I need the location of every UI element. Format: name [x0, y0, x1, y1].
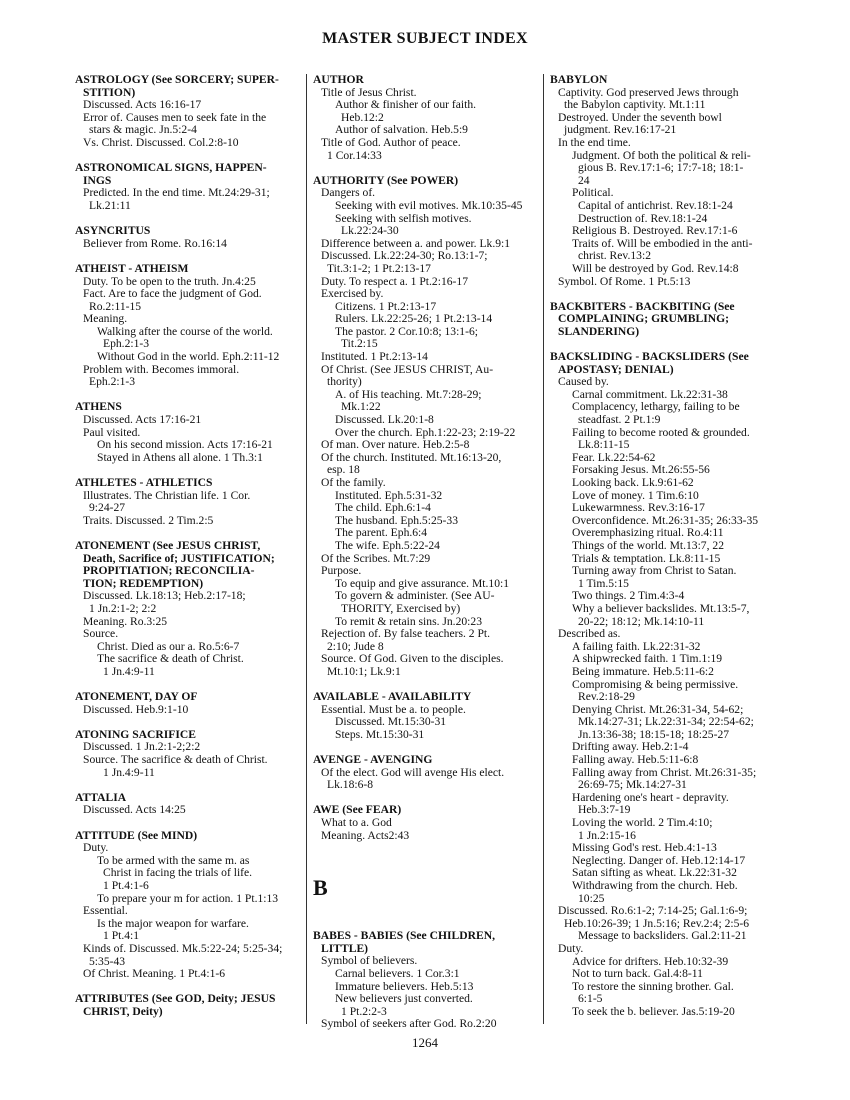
index-subentry: Tit.3:1-2; 1 Pt.2:13-17 [327, 261, 431, 275]
page-number: 1264 [412, 1035, 438, 1050]
index-heading: AWE (See FEAR) [313, 803, 402, 817]
index-subentry: Fact. Are to face the judgment of God. [83, 287, 262, 301]
index-subentry: Will be destroyed by God. Rev.14:8 [572, 261, 739, 275]
index-subentry: Heb.3:7-19 [578, 803, 631, 817]
index-subentry: To equip and give assurance. Mt.10:1 [335, 576, 510, 590]
index-subentry: Of the church. Instituted. Mt.16:13-20, [321, 450, 502, 464]
index-subentry: Vs. Christ. Discussed. Col.2:8-10 [83, 135, 239, 149]
index-subentry: Why a believer backslides. Mt.13:5-7, [572, 601, 750, 615]
index-subentry: gious B. Rev.17:1-6; 17:7-18; 18:1- [578, 161, 744, 175]
index-subentry: Meaning. [83, 312, 128, 326]
index-subentry: Is the major weapon for warfare. [97, 916, 249, 930]
index-subentry: Destroyed. Under the seventh bowl [558, 110, 722, 124]
index-subentry: Kinds of. Discussed. Mk.5:22-24; 5:25-34; [83, 941, 283, 955]
index-heading-cont: COMPLAINING; GRUMBLING; [558, 312, 730, 326]
index-subentry: 1 Cor.14:33 [327, 148, 382, 162]
index-subentry: Error of. Causes men to seek fate in the [83, 110, 267, 124]
index-subentry: A. of His teaching. Mt.7:28-29; [335, 387, 482, 401]
index-heading: AVAILABLE - AVAILABILITY [313, 690, 472, 704]
index-subentry: Heb.12:2 [341, 110, 384, 124]
index-subentry: Traits of. Will be embodied in the anti- [572, 236, 753, 250]
index-subentry: Trials & temptation. Lk.8:11-15 [572, 551, 721, 565]
index-subentry: christ. Rev.13:2 [578, 249, 651, 263]
index-column-1 [75, 74, 300, 1019]
index-heading: ATONEMENT, DAY OF [75, 690, 198, 704]
index-subentry: Caused by. [558, 375, 609, 389]
index-subentry: Source. The sacrifice & death of Christ. [83, 753, 268, 767]
index-subentry: To prepare your m for action. 1 Pt.1:13 [97, 891, 279, 905]
index-subentry: In the end time. [558, 135, 631, 149]
index-subentry: Mk.1:22 [341, 400, 381, 414]
index-subentry: Purpose. [321, 564, 362, 578]
index-subentry: The parent. Eph.6:4 [335, 526, 428, 540]
index-heading: ASTROLOGY (See SORCERY; SUPER- [75, 73, 279, 86]
index-subentry: Rev.2:18-29 [578, 690, 635, 704]
index-subentry: Being immature. Heb.5:11-6:2 [572, 664, 714, 678]
index-subentry: Believer from Rome. Ro.16:14 [83, 236, 227, 250]
index-subentry: Author & finisher of our faith. [335, 98, 477, 112]
index-heading: BABES - BABIES (See CHILDREN, [313, 929, 495, 943]
index-subentry: Christ in facing the trials of life. [103, 866, 253, 880]
index-subentry: Missing God's rest. Heb.4:1-13 [572, 841, 717, 855]
index-subentry: Discussed. Ro.6:1-2; 7:14-25; Gal.1:6-9; [558, 904, 748, 918]
index-subentry: A failing faith. Lk.22:31-32 [572, 639, 701, 653]
index-subentry: Satan sifting as wheat. Lk.22:31-32 [572, 866, 737, 880]
index-heading-cont: INGS [83, 173, 112, 187]
index-subentry: Problem with. Becomes immoral. [83, 362, 240, 376]
index-subentry: Walking after the course of the world. [97, 324, 273, 338]
index-heading: ASYNCRITUS [75, 224, 151, 238]
index-subentry: Rejection of. By false teachers. 2 Pt. [321, 627, 491, 641]
index-subentry: Source. Of God. Given to the disciples. [321, 652, 504, 666]
index-subentry: 1 Jn.2:1-2; 2:2 [89, 601, 157, 615]
index-subentry: Captivity. God preserved Jews through [558, 85, 739, 99]
index-subentry: 1 Pt.4:1-6 [103, 879, 149, 892]
index-subentry: Ro.2:11-15 [89, 299, 142, 313]
index-heading-cont: Death, Sacrifice of; JUSTIFICATION; [83, 551, 275, 565]
index-subentry: Dangers of. [321, 186, 376, 200]
index-subentry: To be armed with the same m. as [97, 853, 250, 867]
index-subentry: Of the Scribes. Mt.7:29 [321, 551, 431, 565]
entry-spacer [75, 716, 300, 729]
index-subentry: Of man. Over nature. Heb.2:5-8 [321, 438, 470, 452]
index-subentry: The child. Eph.6:1-4 [335, 501, 431, 515]
index-subentry: Source. [83, 627, 119, 641]
index-subentry: Lukewarmness. Rev.3:16-17 [572, 501, 705, 515]
index-subentry: Eph.2:1-3 [89, 375, 136, 389]
index-subentry: To restore the sinning brother. Gal. [572, 979, 734, 993]
index-subentry: Title of God. Author of peace. [321, 135, 461, 149]
index-subentry: Duty. [83, 841, 109, 855]
index-subentry: Capital of antichrist. Rev.18:1-24 [578, 198, 733, 212]
index-subentry: Falling away. Heb.5:11-6:8 [572, 753, 699, 767]
index-heading-cont: LITTLE) [321, 941, 369, 955]
index-subentry: Fear. Lk.22:54-62 [572, 450, 656, 464]
index-subentry: Overemphasizing ritual. Ro.4:11 [572, 526, 724, 540]
index-subentry: Discussed. Mt.15:30-31 [335, 715, 447, 729]
index-column-2 [313, 74, 538, 1031]
index-subentry: Seeking with selfish motives. [335, 211, 472, 225]
index-heading-cont: TION; REDEMPTION) [83, 576, 204, 590]
index-subentry: A shipwrecked faith. 1 Tim.1:19 [572, 652, 723, 666]
index-subentry: Paul visited. [83, 425, 141, 439]
index-heading: AUTHORITY (See POWER) [313, 173, 459, 187]
index-subentry: Discussed. Acts 14:25 [83, 803, 186, 817]
index-heading: ATHLETES - ATHLETICS [75, 476, 213, 489]
index-subentry: Withdrawing from the church. Heb. [572, 879, 738, 892]
index-heading-cont: STITION) [83, 85, 136, 99]
index-subentry: Jn.13:36-38; 18:15-18; 18:25-27 [578, 727, 730, 741]
index-subentry: Not to turn back. Gal.4:8-11 [572, 967, 703, 981]
index-subentry: 1 Pt.4:1 [103, 929, 140, 943]
column-divider [543, 74, 544, 1024]
index-subentry: 24 [578, 173, 590, 187]
index-subentry: esp. 18 [327, 463, 360, 477]
index-subentry: Discussed. Acts 17:16-21 [83, 413, 202, 427]
index-subentry: Loving the world. 2 Tim.4:10; [572, 816, 713, 830]
index-subentry: Eph.2:1-3 [103, 337, 150, 351]
index-subentry: To remit & retain sins. Jn.20:23 [335, 614, 482, 628]
index-subentry: Advice for drifters. Heb.10:32-39 [572, 954, 729, 968]
index-subentry: stars & magic. Jn.5:2-4 [89, 123, 197, 137]
index-subentry: Essential. Must be a. to people. [321, 702, 466, 716]
index-subentry: Meaning. Acts2:43 [321, 828, 410, 842]
index-subentry: Denying Christ. Mt.26:31-34, 54-62; [572, 702, 744, 716]
index-subentry: Love of money. 1 Tim.6:10 [572, 488, 699, 502]
index-heading: ASTRONOMICAL SIGNS, HAPPEN- [75, 161, 267, 175]
index-subentry: Over the church. Eph.1:22-23; 2:19-22 [335, 425, 516, 439]
index-subentry: Forsaking Jesus. Mt.26:55-56 [572, 463, 710, 477]
index-heading: BACKBITERS - BACKBITING (See [550, 299, 735, 313]
index-subentry: Citizens. 1 Pt.2:13-17 [335, 299, 437, 313]
index-subentry: Title of Jesus Christ. [321, 85, 417, 99]
index-subentry: Neglecting. Danger of. Heb.12:14-17 [572, 853, 746, 867]
index-subentry: Difference between a. and power. Lk.9:1 [321, 236, 511, 250]
index-heading: ATTITUDE (See MIND) [75, 828, 198, 842]
index-subentry: Essential. [83, 904, 128, 918]
index-subentry: Lk.8:11-15 [578, 438, 630, 452]
index-subentry: Two things. 2 Tim.4:3-4 [572, 589, 685, 603]
index-heading: ATONING SACRIFICE [75, 727, 197, 741]
index-subentry: Steps. Mt.15:30-31 [335, 727, 425, 741]
index-subentry: Tit.2:15 [341, 337, 378, 351]
index-subentry: Author of salvation. Heb.5:9 [335, 123, 468, 137]
index-subentry: Turning away from Christ to Satan. [572, 564, 737, 578]
index-subentry: Discussed. Lk.18:13; Heb.2:17-18; [83, 589, 246, 603]
index-subentry: Duty. [558, 941, 584, 955]
index-subentry: 10:25 [578, 891, 605, 905]
section-letter-b: B [313, 875, 328, 901]
entry-spacer [75, 779, 300, 792]
index-subentry: Of Christ. Meaning. 1 Pt.4:1-6 [83, 967, 226, 981]
index-subentry: Instituted. 1 Pt.2:13-14 [321, 350, 428, 364]
index-subentry: Of the elect. God will avenge His elect. [321, 765, 505, 779]
index-subentry: What to a. God [321, 816, 392, 830]
index-subentry: judgment. Rev.16:17-21 [564, 123, 677, 137]
index-heading: AUTHOR [313, 73, 364, 86]
index-heading: BACKSLIDING - BACKSLIDERS (See [550, 350, 749, 364]
index-subentry: Political. [572, 186, 614, 200]
index-subentry: The pastor. 2 Cor.10:8; 13:1-6; [335, 324, 478, 338]
index-subentry: 26:69-75; Mk.14:27-31 [578, 778, 687, 792]
index-heading-cont: APOSTASY; DENIAL) [558, 362, 674, 376]
index-subentry: To govern & administer. (See AU- [335, 589, 495, 603]
index-subentry: Compromising & being permissive. [572, 677, 739, 691]
index-subentry: Carnal commitment. Lk.22:31-38 [572, 387, 728, 401]
index-subentry: Lk.18:6-8 [327, 778, 374, 792]
index-subentry: 1 Jn.4:9-11 [103, 765, 155, 779]
index-subentry: Lk.21:11 [89, 198, 131, 212]
index-subentry: Religious B. Destroyed. Rev.17:1-6 [572, 224, 738, 238]
index-subentry: On his second mission. Acts 17:16-21 [97, 438, 273, 452]
index-subentry: Symbol of seekers after God. Ro.2:20 [321, 1017, 497, 1031]
entry-spacer [75, 817, 300, 830]
index-subentry: Described as. [558, 627, 621, 641]
index-subentry: Message to backsliders. Gal.2:11-21 [578, 929, 747, 943]
index-subentry: Drifting away. Heb.2:1-4 [572, 740, 689, 754]
index-heading: BABYLON [550, 73, 608, 86]
column-divider [306, 74, 307, 1024]
index-subentry: Mk.14:27-31; Lk.22:31-34; 22:54-62; [578, 715, 754, 729]
index-subentry: Christ. Died as our a. Ro.5:6-7 [97, 639, 240, 653]
index-subentry: 1 Jn.2:15-16 [578, 828, 636, 842]
index-subentry: To seek the b. believer. Jas.5:19-20 [572, 1004, 735, 1018]
index-heading: AVENGE - AVENGING [313, 753, 433, 767]
index-subentry: Lk.22:24-30 [341, 224, 399, 238]
index-subentry: Of the family. [321, 476, 386, 489]
index-subentry: Stayed in Athens all alone. 1 Th.3:1 [97, 450, 263, 464]
index-heading-cont: PROPITIATION; RECONCILIA- [83, 564, 255, 578]
index-subentry: Overconfidence. Mt.26:31-35; 26:33-35 [572, 513, 759, 527]
index-subentry: 5:35-43 [89, 954, 126, 968]
index-subentry: Traits. Discussed. 2 Tim.2:5 [83, 513, 214, 527]
index-subentry: Predicted. In the end time. Mt.24:29-31; [83, 186, 270, 200]
index-heading-cont: CHRIST, Deity) [83, 1004, 163, 1018]
index-subentry: Discussed. Heb.9:1-10 [83, 702, 189, 716]
entry-spacer [550, 288, 782, 301]
index-subentry: Discussed. Lk.20:1-8 [335, 413, 434, 427]
index-subentry: Rulers. Lk.22:25-26; 1 Pt.2:13-14 [335, 312, 493, 326]
index-subentry: Failing to become rooted & grounded. [572, 425, 750, 439]
index-subentry: thority) [327, 375, 362, 389]
index-subentry: Duty. To be open to the truth. Jn.4:25 [83, 274, 256, 288]
index-subentry: Mt.10:1; Lk.9:1 [327, 664, 401, 678]
index-heading: ATTALIA [75, 790, 127, 804]
entry-spacer [313, 162, 538, 175]
index-subentry: Meaning. Ro.3:25 [83, 614, 168, 628]
index-heading: ATONEMENT (See JESUS CHRIST, [75, 538, 261, 552]
index-subentry: Exercised by. [321, 287, 384, 301]
index-subentry: Without God in the world. Eph.2:11-12 [97, 350, 280, 364]
index-subentry: Looking back. Lk.9:61-62 [572, 476, 694, 489]
index-subentry: 1 Tim.5:15 [578, 576, 629, 590]
index-subentry: 1 Pt.2:2-3 [341, 1004, 387, 1018]
index-heading: ATHENS [75, 400, 122, 414]
index-subentry: Heb.10:26-39; 1 Jn.5:16; Rev.2:4; 2:5-6 [564, 916, 750, 930]
index-subentry: The wife. Eph.5:22-24 [335, 538, 440, 552]
index-heading-cont: SLANDERING) [558, 324, 640, 338]
index-subentry: The sacrifice & death of Christ. [97, 652, 244, 666]
index-subentry: Discussed. Lk.22:24-30; Ro.13:1-7; [321, 249, 488, 263]
index-column-3 [550, 74, 782, 1019]
index-subentry: Seeking with evil motives. Mk.10:35-45 [335, 198, 523, 212]
index-subentry: Symbol. Of Rome. 1 Pt.5:13 [558, 274, 691, 288]
index-subentry: The husband. Eph.5:25-33 [335, 513, 459, 527]
index-subentry: Things of the world. Mt.13:7, 22 [572, 538, 724, 552]
index-subentry: Discussed. 1 Jn.2:1-2;2:2 [83, 740, 201, 754]
index-subentry: 9:24-27 [89, 501, 126, 515]
index-subentry: Duty. To respect a. 1 Pt.2:16-17 [321, 274, 468, 288]
index-subentry: THORITY, Exercised by) [341, 601, 461, 615]
index-subentry: Immature believers. Heb.5:13 [335, 979, 474, 993]
index-subentry: Hardening one's heart - depravity. [572, 790, 729, 804]
index-subentry: Symbol of believers. [321, 954, 418, 968]
index-subentry: 2:10; Jude 8 [327, 639, 384, 653]
index-subentry: Illustrates. The Christian life. 1 Cor. [83, 488, 251, 502]
page-title: MASTER SUBJECT INDEX [322, 30, 528, 47]
index-subentry: Falling away from Christ. Mt.26:31-35; [572, 765, 757, 779]
index-subentry: 6:1-5 [578, 992, 603, 1006]
index-heading: ATHEIST - ATHEISM [75, 261, 189, 275]
index-subentry: 20-22; 18:12; Mk.14:10-11 [578, 614, 705, 628]
index-subentry: New believers just converted. [335, 992, 473, 1006]
index-subentry: Instituted. Eph.5:31-32 [335, 488, 443, 502]
index-subentry: steadfast. 2 Pt.1:9 [578, 413, 661, 427]
index-subentry: Of Christ. (See JESUS CHRIST, Au- [321, 362, 494, 376]
index-subentry: Destruction of. Rev.18:1-24 [578, 211, 708, 225]
index-subentry: the Babylon captivity. Mt.1:11 [564, 98, 706, 112]
index-subentry: 1 Jn.4:9-11 [103, 664, 155, 678]
index-subentry: Judgment. Of both the political & reli- [572, 148, 751, 162]
index-subentry: Complacency, lethargy, failing to be [572, 400, 740, 414]
index-heading: ATTRIBUTES (See GOD, Deity; JESUS [75, 992, 276, 1006]
index-subentry: Carnal believers. 1 Cor.3:1 [335, 967, 460, 980]
index-subentry: Discussed. Acts 16:16-17 [83, 98, 202, 112]
